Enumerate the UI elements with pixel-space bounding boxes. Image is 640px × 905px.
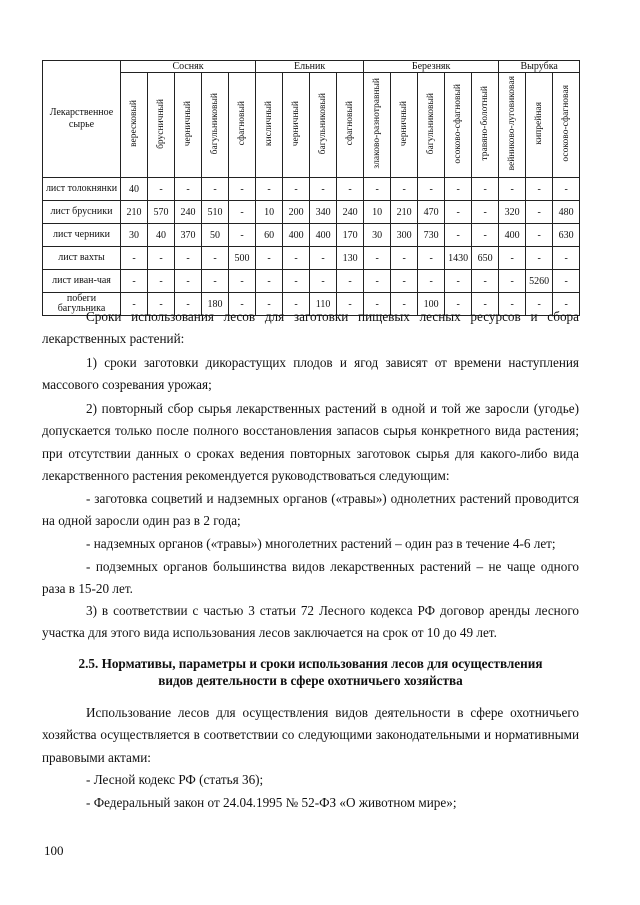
table-cell: 300 xyxy=(391,224,418,247)
table-cell: - xyxy=(445,201,472,224)
table-cell: - xyxy=(445,293,472,316)
table-cell: 30 xyxy=(364,224,391,247)
table-cell: - xyxy=(148,247,175,270)
forest-subtype-header xyxy=(418,73,445,178)
forest-subtype-label: багульниковый xyxy=(318,92,329,155)
forest-subtype-label: черничный xyxy=(399,100,410,147)
table-cell: - xyxy=(391,178,418,201)
paragraph-terms-intro: Сроки использования лесов для заготовки пищевых лесных ресурсов и сбора лекарственных растений: xyxy=(42,309,579,347)
table-cell: - xyxy=(202,270,229,293)
table-cell: - xyxy=(229,224,256,247)
table-cell: 400 xyxy=(310,224,337,247)
table-cell: 40 xyxy=(121,178,148,201)
forest-subtype-header xyxy=(148,73,175,178)
table-cell: - xyxy=(202,247,229,270)
table-cell: - xyxy=(148,293,175,316)
forest-subtype-header xyxy=(256,73,283,178)
table-cell: - xyxy=(499,293,526,316)
table-cell: - xyxy=(499,178,526,201)
forest-type-header: Вырубка xyxy=(499,61,580,73)
table-cell: 400 xyxy=(283,224,310,247)
table-cell: - xyxy=(121,270,148,293)
table-cell: 170 xyxy=(337,224,364,247)
raw-material-name: побеги багульника xyxy=(43,293,121,316)
table-cell: 180 xyxy=(202,293,229,316)
table-cell: - xyxy=(310,247,337,270)
raw-material-name: лист вахты xyxy=(43,247,121,270)
table-cell: - xyxy=(526,201,553,224)
forest-type-header: Березняк xyxy=(364,61,499,73)
table-cell: - xyxy=(445,224,472,247)
table-cell: - xyxy=(337,293,364,316)
table-row xyxy=(43,224,580,247)
table-cell: - xyxy=(445,178,472,201)
forest-subtype-header xyxy=(202,73,229,178)
forest-type-header: Сосняк xyxy=(121,61,256,73)
table-cell: 730 xyxy=(418,224,445,247)
table-cell: - xyxy=(364,247,391,270)
forest-subtype-header-row xyxy=(43,73,580,178)
forest-subtype-header xyxy=(499,73,526,178)
raw-material-name: лист толокнянки xyxy=(43,178,121,201)
table-row xyxy=(43,247,580,270)
list-item-wildlife-law: - Федеральный закон от 24.04.1995 № 52-ФЗ «О животном мире»; xyxy=(86,795,457,810)
table-cell: 510 xyxy=(202,201,229,224)
table-cell: - xyxy=(175,270,202,293)
table-cell: - xyxy=(418,270,445,293)
table-cell: - xyxy=(364,293,391,316)
table-cell: - xyxy=(310,178,337,201)
forest-subtype-header xyxy=(337,73,364,178)
forest-subtype-label: вейниково-луговиковая xyxy=(507,76,518,171)
table-cell: - xyxy=(337,270,364,293)
table-row xyxy=(43,201,580,224)
forest-subtype-label: брусничный xyxy=(156,98,166,149)
table-cell: 240 xyxy=(337,201,364,224)
table-cell: 130 xyxy=(337,247,364,270)
forest-subtype-label: черничный xyxy=(183,100,193,147)
table-cell: - xyxy=(472,293,499,316)
table-cell: - xyxy=(256,270,283,293)
forest-subtype-header xyxy=(526,73,553,178)
forest-subtype-label: сфагновый xyxy=(237,101,248,146)
forest-subtype-header xyxy=(472,73,499,178)
forest-subtype-label: злаково-разнотравный xyxy=(372,78,383,169)
table-cell: - xyxy=(229,201,256,224)
raw-material-name: лист иван-чая xyxy=(43,270,121,293)
table-cell: 40 xyxy=(148,224,175,247)
forest-subtype-label: сфагновый xyxy=(345,101,356,146)
raw-material-name: лист брусники xyxy=(43,201,121,224)
forest-subtype-header xyxy=(229,73,256,178)
table-cell: 30 xyxy=(121,224,148,247)
forest-subtype-label: осоково-сфагновый xyxy=(453,83,464,164)
table-cell: - xyxy=(229,178,256,201)
table-cell: 480 xyxy=(553,201,580,224)
table-cell: 500 xyxy=(229,247,256,270)
forest-subtype-header xyxy=(364,73,391,178)
table-cell: 400 xyxy=(499,224,526,247)
forest-subtype-header xyxy=(310,73,337,178)
table-cell: - xyxy=(472,270,499,293)
table-cell: - xyxy=(553,178,580,201)
table-cell: - xyxy=(148,178,175,201)
table-cell: 100 xyxy=(418,293,445,316)
paragraph-fruit-terms: 1) сроки заготовки дикорастущих плодов и ягод зависят от времени наступления массового созревания урожая; xyxy=(42,355,579,393)
forest-subtype-label: багульниковый xyxy=(210,92,220,155)
forest-subtype-label: багульниковый xyxy=(426,92,437,155)
table-cell: 650 xyxy=(472,247,499,270)
table-cell: - xyxy=(364,270,391,293)
table-cell: - xyxy=(229,270,256,293)
forest-subtype-header xyxy=(121,73,148,178)
table-cell: 470 xyxy=(418,201,445,224)
table-cell: 370 xyxy=(175,224,202,247)
list-item-forest-code: - Лесной кодекс РФ (статья 36); xyxy=(86,772,264,787)
table-cell: - xyxy=(229,293,256,316)
forest-subtype-header xyxy=(553,73,580,178)
paragraph-lease-term: 3) в соответствии с частью 3 статьи 72 Лесного кодекса РФ договор аренды лесного участка для этого вида использования лесов заключается на срок от 10 до 49 лет. xyxy=(42,603,579,641)
table-cell: 570 xyxy=(148,201,175,224)
table-cell: - xyxy=(499,247,526,270)
table-cell: - xyxy=(553,270,580,293)
table-cell: - xyxy=(553,293,580,316)
table-cell: - xyxy=(472,224,499,247)
table-cell: 110 xyxy=(310,293,337,316)
table-cell: 1430 xyxy=(445,247,472,270)
table-cell: - xyxy=(391,293,418,316)
table-cell: - xyxy=(175,293,202,316)
table-cell: - xyxy=(256,247,283,270)
forest-subtype-label: вересковый xyxy=(129,100,139,147)
table-cell: - xyxy=(445,270,472,293)
table-cell: - xyxy=(202,178,229,201)
table-cell: - xyxy=(256,178,283,201)
paragraph-repeat-collection: 2) повторный сбор сырья лекарственных растений в одной и той же заросли (угодье) допускается только после полного восстановления запасов сырья конкретного вида растения; при отсутствии данных о сроках ведения повторных заготовок сырья для какого-либо вида лекарственного растения рекомендуется руководствоваться следующим: xyxy=(42,401,579,484)
table-cell: - xyxy=(499,270,526,293)
table-cell: - xyxy=(175,178,202,201)
table-cell: - xyxy=(526,224,553,247)
table-cell: 630 xyxy=(553,224,580,247)
paragraph-underground-organs: - подземных органов большинства видов лекарственных растений – не чаще одного раза в 15-20 лет. xyxy=(42,559,579,597)
page-number: 100 xyxy=(44,843,64,858)
table-cell: 240 xyxy=(175,201,202,224)
table-cell: 10 xyxy=(256,201,283,224)
table-cell: - xyxy=(472,178,499,201)
table-cell: - xyxy=(175,247,202,270)
table-cell: 340 xyxy=(310,201,337,224)
forest-subtype-header xyxy=(175,73,202,178)
table-cell: - xyxy=(364,178,391,201)
table-cell: 10 xyxy=(364,201,391,224)
table-cell: - xyxy=(337,178,364,201)
table-cell: 200 xyxy=(283,201,310,224)
table-cell: - xyxy=(391,270,418,293)
table-cell: 210 xyxy=(391,201,418,224)
table-cell: - xyxy=(283,293,310,316)
table-cell: - xyxy=(283,270,310,293)
table-cell: 50 xyxy=(202,224,229,247)
table-row xyxy=(43,270,580,293)
forest-subtype-label: осоково-сфагновая xyxy=(561,85,572,162)
forest-subtype-header xyxy=(283,73,310,178)
forest-subtype-header xyxy=(391,73,418,178)
forest-subtype-label: травяно-болотный xyxy=(480,86,491,161)
forest-subtype-label: черничный xyxy=(291,100,302,147)
section-heading-line-1: 2.5. Нормативы, параметры и сроки использования лесов для осуществления xyxy=(78,656,543,671)
table-cell: - xyxy=(526,247,553,270)
table-cell: - xyxy=(310,270,337,293)
raw-material-name: лист черники xyxy=(43,224,121,247)
paragraph-annual-plants: - заготовка соцветий и надземных органов («травы») однолетних растений проводится на одной заросли один раз в 2 года; xyxy=(42,491,579,529)
table-cell: - xyxy=(121,293,148,316)
table-cell: - xyxy=(526,178,553,201)
table-cell: - xyxy=(526,293,553,316)
table-cell: - xyxy=(472,201,499,224)
table-cell: - xyxy=(283,247,310,270)
forest-subtype-header xyxy=(445,73,472,178)
section-heading-line-2: видов деятельности в сфере охотничьего хозяйства xyxy=(158,673,463,688)
table-cell: 320 xyxy=(499,201,526,224)
table-cell: - xyxy=(553,247,580,270)
table-cell: - xyxy=(418,247,445,270)
paragraph-perennial-plants: - надземных органов («травы») многолетних растений – один раз в течение 4-6 лет; xyxy=(86,536,556,551)
table-cell: - xyxy=(256,293,283,316)
table-cell: - xyxy=(283,178,310,201)
table-cell: - xyxy=(418,178,445,201)
forest-type-header-row xyxy=(43,61,580,73)
medicinal-raw-material-table xyxy=(42,60,580,316)
table-cell: 5260 xyxy=(526,270,553,293)
table-cell: - xyxy=(148,270,175,293)
table-cell: 60 xyxy=(256,224,283,247)
table-row xyxy=(43,178,580,201)
forest-type-header: Ельник xyxy=(256,61,364,73)
forest-subtype-label: кисличный xyxy=(264,100,275,147)
raw-material-column-header: Лекарственное сырье xyxy=(43,61,121,178)
forest-subtype-label: кипрейная xyxy=(534,102,545,145)
table-body xyxy=(43,178,580,316)
table-cell: - xyxy=(121,247,148,270)
table-cell: 210 xyxy=(121,201,148,224)
table-cell: - xyxy=(391,247,418,270)
paragraph-hunting-legal-basis: Использование лесов для осуществления видов деятельности в сфере охотничьего хозяйства осуществляется в соответствии со следующими законодательными и нормативными правовыми актами: xyxy=(42,705,579,765)
